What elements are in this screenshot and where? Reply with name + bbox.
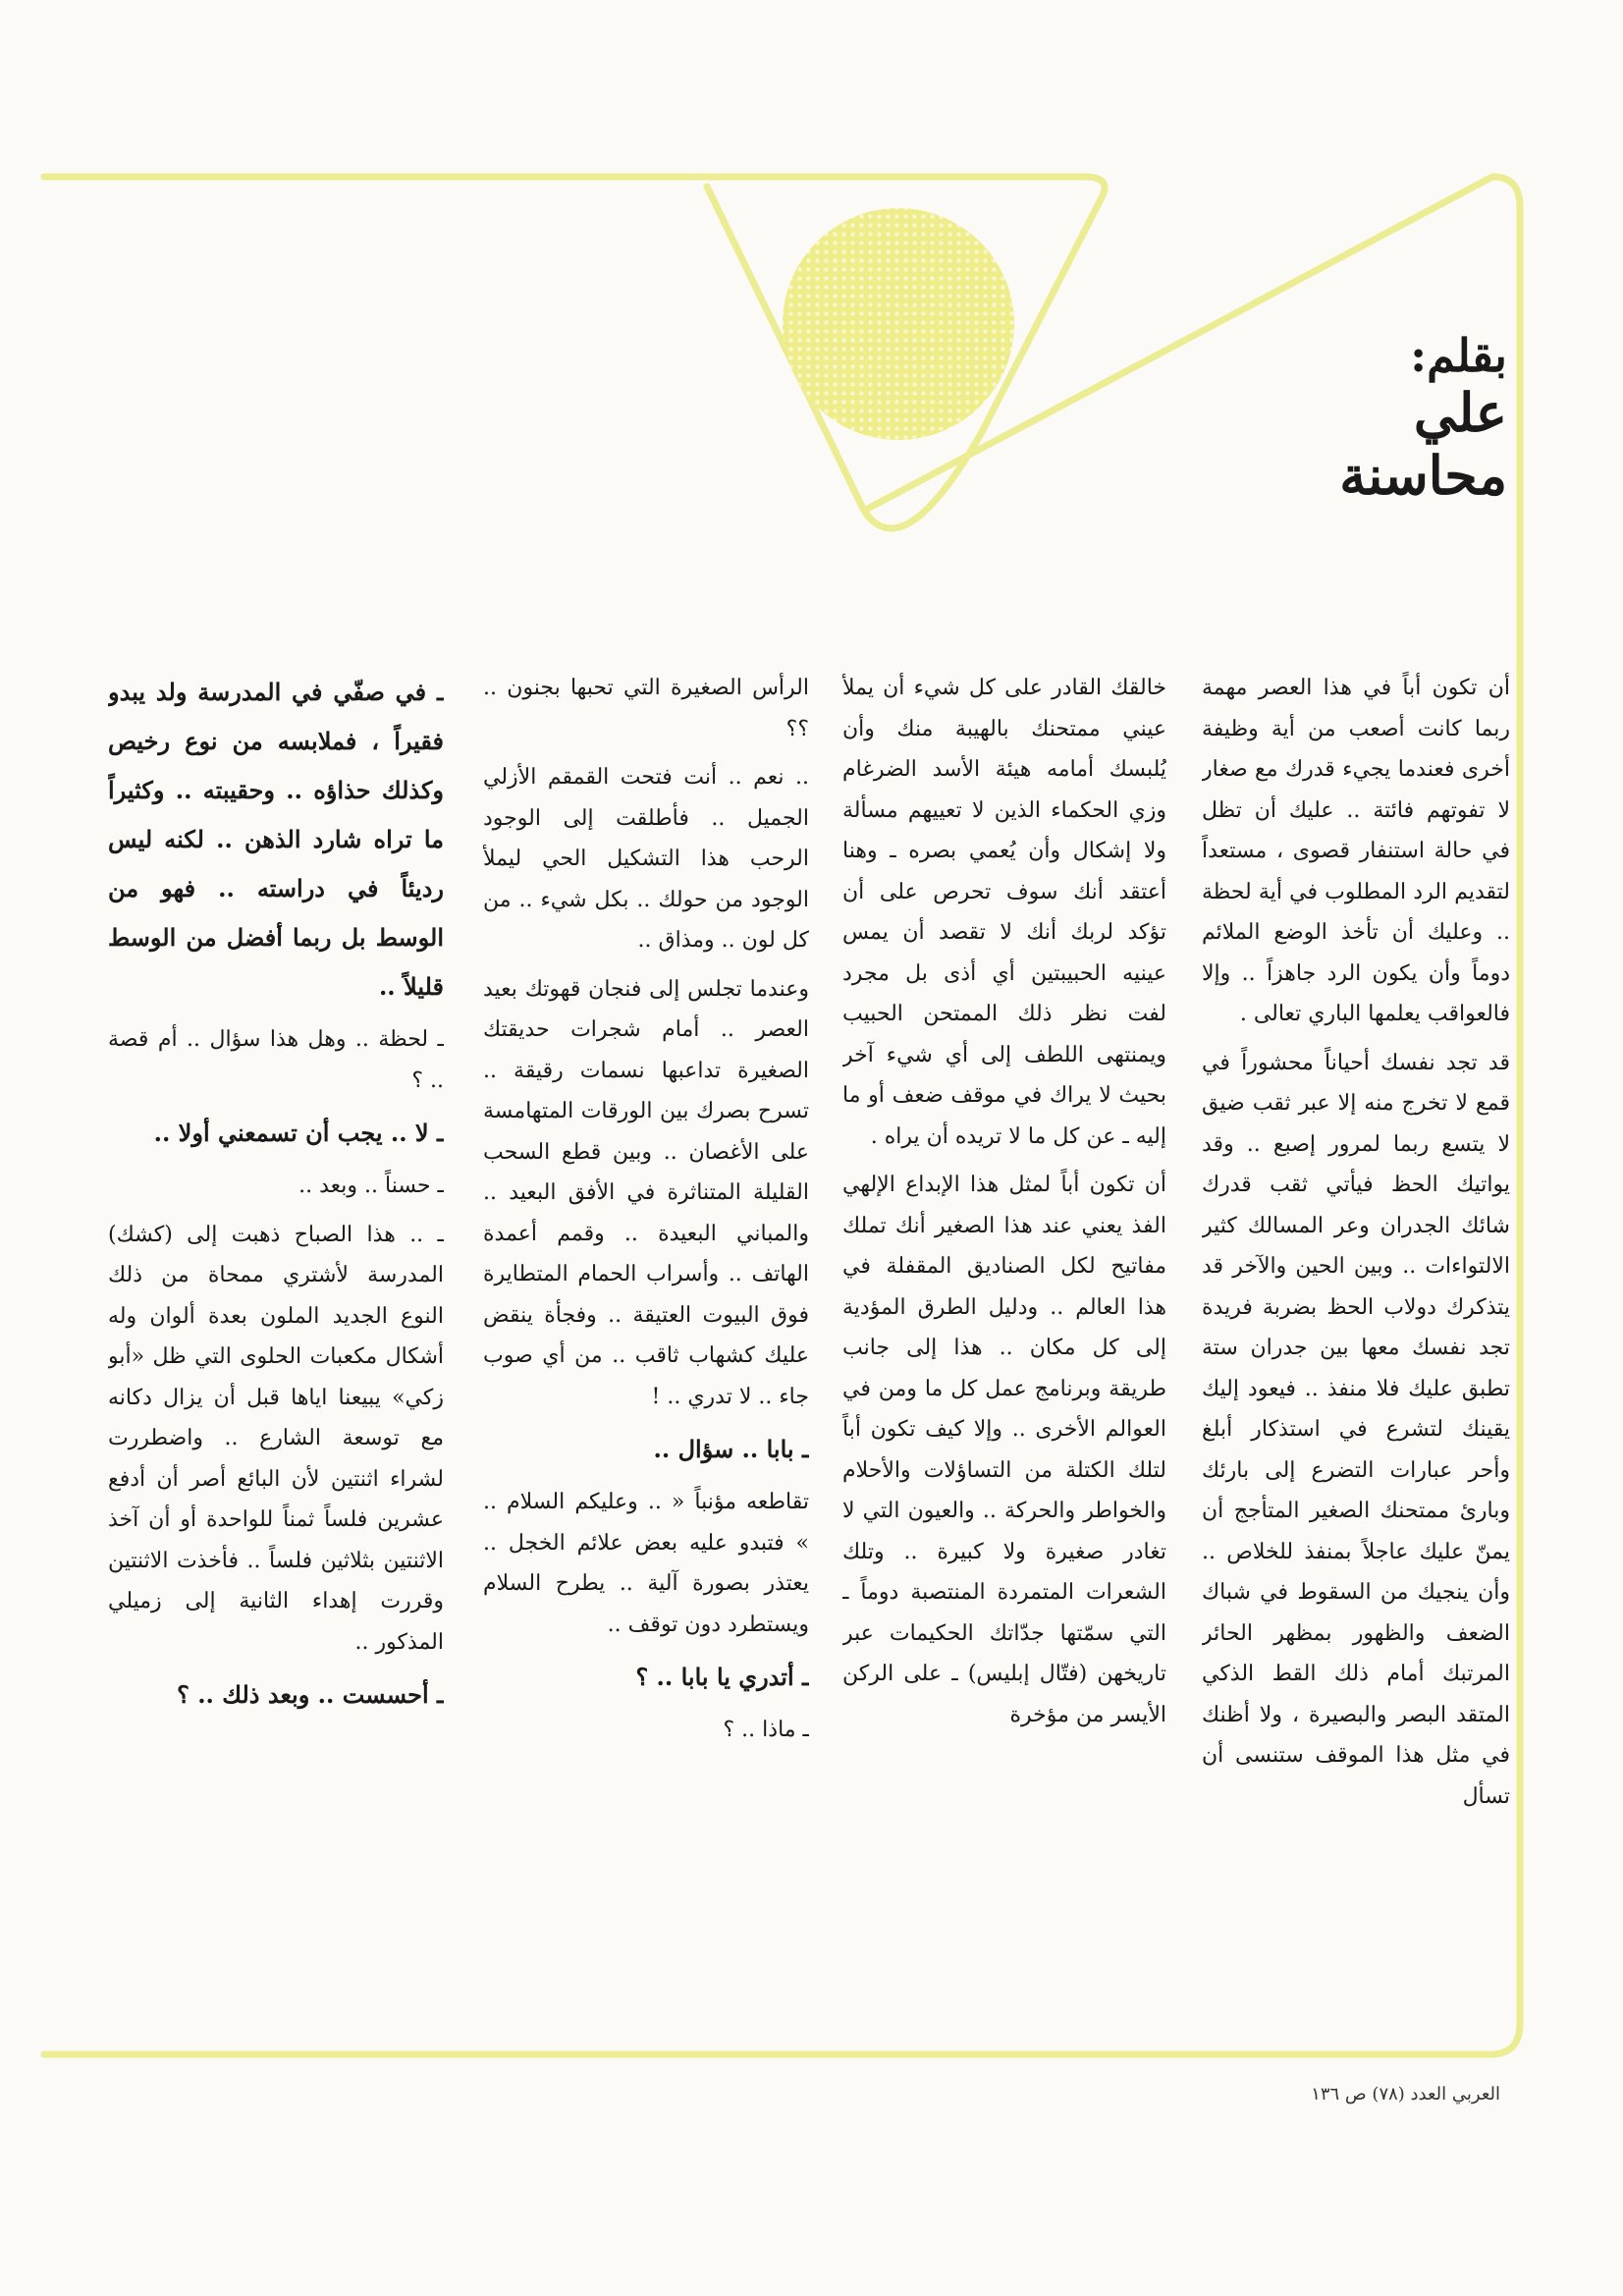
article-column-1 (1202, 668, 1510, 2054)
article-column-4 (108, 668, 444, 2054)
dialogue-question: ـ أتدري يا بابا .. ؟ (635, 1663, 809, 1691)
paragraph: قد تجد نفسك أحياناً محشوراً في قمع لا تخرج منه إلا عبر ثقب ضيق لا يتسع ربما لمرور إصبع .. وقد يواتيك الحظ فيأتي ثقب قدرك شائك الجدران وعر المسالك كثير الالتواءات .. وبين الحين والآخر قد يتذكرك دولاب الحظ بضربة فريدة تجد نفسك معها بين جدران ستة تطبق عليك فلا منفذ .. فيعود إليك يقينك لتشرع في استذكار أبلغ وأحر عبارات التضرع إلى بارئك وبارئ ممتحنك الصغير المتأجج أن يمنّ عليك عاجلاً بمنفذ للخلاص .. وأن ينجيك من السقوط في شباك الضعف والظهور بمظهر الحائر المرتبك أمام ذلك القط الذكي المتقد البصر والبصيرة ، ولا أظنك في مثل هذا الموقف ستنسى أن تسأل (1202, 1050, 1510, 1809)
dialogue-line: ـ لا .. يجب أن تسمعني أولا .. (153, 1119, 444, 1147)
paragraph: أن تكون أباً لمثل هذا الإبداع الإلهي الفذ يعني عند هذا الصغير أنك تملك مفاتيح لكل الصناديق المقفلة في هذا العالم .. ودليل الطرق المؤدية إلى كل مكان .. هذا إلى جانب طريقة وبرنامج عمل كل ما ومن في العوالم الأخرى .. وإلا كيف تكون أباً لتلك الكتلة من التساؤلات والأحلام والخواطر والحركة .. والعيون التي لا تغادر صغيرة ولا كبيرة .. وتلك الشعرات المتمردة المنتصبة دوماً ـ التي سمّتها جدّاتك الحكيمات عبر تاريخهن (فتّال إبليس) ـ على الركن الأيسر من مؤخرة (842, 1173, 1166, 1727)
dialogue-line: ـ في صفّي في المدرسة ولد يبدو فقيراً ، فملابسه من نوع رخيص وكذلك حذاؤه .. وحقيبته .. وكثيراً ما تراه شارد الذهن .. لكنه ليس رديئاً في دراسته .. فهو من الوسط بل ربما أفضل من الوسط قليلاً .. (108, 678, 444, 1001)
article-column-3 (483, 668, 809, 2054)
dialogue-line: ـ أحسست .. وبعد ذلك .. ؟ (177, 1680, 444, 1709)
paragraph: ـ ماذا .. ؟ (723, 1718, 809, 1742)
page-footer: العربي العدد (٧٨) ص ١٣٦ (1311, 2084, 1500, 2105)
circle-dot-texture (783, 208, 1014, 440)
dialogue-line: ـ حسناً .. وبعد .. (298, 1174, 444, 1198)
article-column-2 (842, 668, 1166, 2054)
paragraph: الرأس الصغيرة التي تحبها بجنون .. ؟؟ (483, 676, 809, 741)
paragraph: تقاطعه مؤنباً « .. وعليكم السلام .. » فتبدو عليه بعض علائم الخجل .. يعتذر بصورة آلية .. يطرح السلام ويستطرد دون توقف .. (483, 1490, 809, 1637)
paragraph: وعندما تجلس إلى فنجان قهوتك بعيد العصر .. أمام شجرات حديقتك الصغيرة تداعبها نسمات رقيقة .. تسرح بصرك بين الورقات المتهامسة على الأغصان .. وبين قطع السحب القليلة المتناثرة في الأفق البعيد .. والمباني البعيدة .. وقمم أعمدة الهاتف .. وأسراب الحمام المتطايرة فوق البيوت العتيقة .. وفجأة ينقض عليك كشهاب ثاقب .. من أي صوب جاء .. لا تدري .. ! (483, 976, 809, 1409)
byline-label: بقلم: (1410, 329, 1507, 382)
paragraph: أن تكون أباً في هذا العصر مهمة ربما كانت أصعب من أية وظيفة أخرى فعندما يجيء قدرك مع صغار لا تفوتهم فائتة .. عليك أن تظل في حالة استنفار قصوى ، مستعداً لتقديم الرد المطلوب في أية لحظة .. وعليك أن تأخذ الوضع الملائم دوماً وأن يكون الرد جاهزاً .. وإلا فالعواقب يعلمها الباري تعالى . (1202, 676, 1510, 1026)
author-name: علي محاسنة (1339, 381, 1507, 507)
dialogue-line: ـ لحظة .. وهل هذا سؤال .. أم قصة .. ؟ (108, 1027, 444, 1093)
dialogue-line: ـ .. هذا الصباح ذهبت إلى (كشك) المدرسة لأشتري ممحاة من ذلك النوع الجديد الملون بعدة ألوان وله أشكال مكعبات الحلوى التي ظل «أبو زكي» يبيعنا اياها قبل أن يزال دكانه مع توسعة الشارع .. واضطررت لشراء اثنتين لأن البائع أصر أن أدفع عشرين فلساً ثمناً للواحدة أو أن آخذ الاثنتين بثلاثين فلساً .. فأخذت الاثنتين وقررت إهداء الثانية إلى زميلي المذكور .. (108, 1222, 444, 1655)
paragraph: .. نعم .. أنت فتحت القمقم الأزلي الجميل .. فأطلقت إلى الوجود الرحب هذا التشكيل الحي ليملأ الوجود من حولك .. بكل شيء .. من كل لون .. ومذاق .. (483, 765, 809, 953)
paragraph: خالقك القادر على كل شيء أن يملأ عيني ممتحنك بالهيبة منك وأن يُلبسك أمامه هيئة الأسد الضرغام وزي الحكماء الذين لا تعييهم مسألة ولا إشكال وأن يُعمي بصره ـ وهنا أعتقد أنك سوف تحرص على أن تؤكد لربك أنك لا تقصد أن يمس عينيه الحبيبتين أي أذى بل مجرد لفت نظر ذلك الممتحن الحبيب ويمنتهى اللطف إلى أي شيء آخر بحيث لا يراك في موقف ضعف أو ما إليه ـ عن كل ما لا تريده أن يراه . (842, 676, 1166, 1149)
dialogue-question: ـ بابا .. سؤال .. (653, 1435, 809, 1463)
